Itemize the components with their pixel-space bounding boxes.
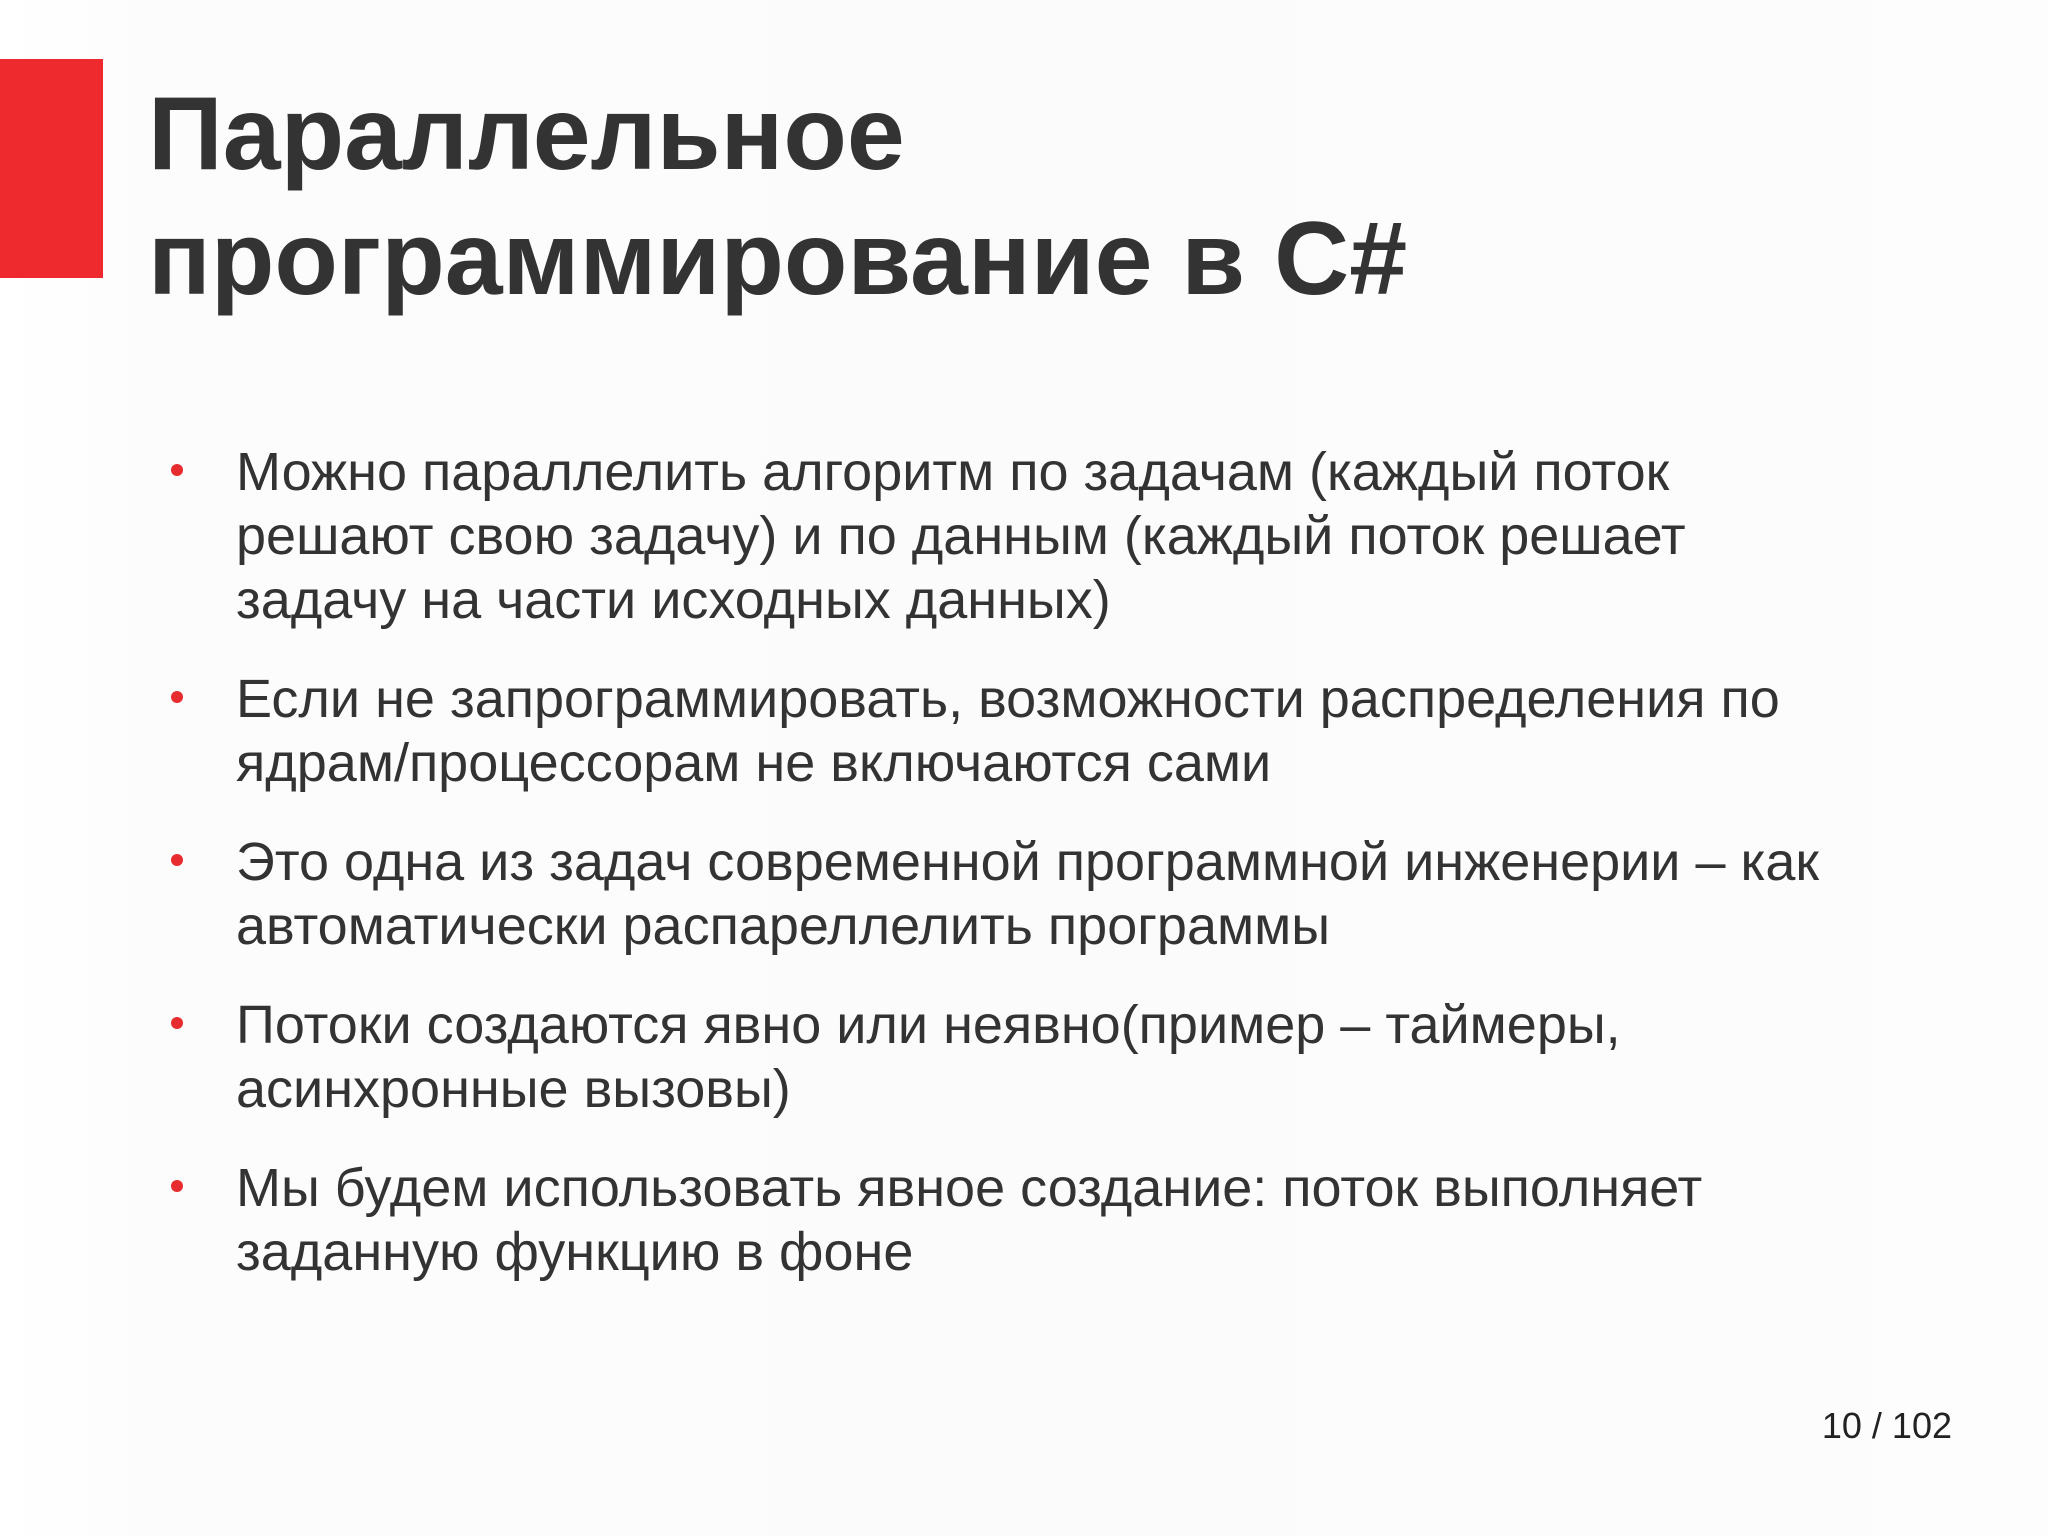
- bullet-text: [236, 830, 1960, 958]
- bullet-text-line: Потоки создаются явно или неявно(пример – таймеры,: [236, 995, 1621, 1055]
- bullet-text-line: заданную функцию в фоне: [236, 1222, 914, 1282]
- slide-title-line-2: программирование в C#: [148, 201, 1408, 317]
- bullet-text-line: задачу на части исходных данных): [236, 570, 1111, 630]
- bullet-list: [160, 440, 1960, 1319]
- bullet-item: [160, 993, 1960, 1121]
- bullet-text-line: Можно параллелить алгоритм по задачам (каждый поток: [236, 442, 1670, 502]
- bullet-text-line: Это одна из задач современной программной инженерии – как: [236, 832, 1819, 892]
- bullet-text-line: ядрам/процессорам не включаются сами: [236, 733, 1272, 793]
- accent-bar: [0, 59, 103, 278]
- slide-title: [148, 72, 1948, 322]
- bullet-item: [160, 1156, 1960, 1284]
- bullet-text: [236, 993, 1960, 1121]
- bullet-text: [236, 667, 1960, 795]
- bullet-dot-icon: [171, 1180, 183, 1192]
- bullet-text-line: решают свою задачу) и по данным (каждый поток решает: [236, 506, 1686, 566]
- bullet-text-line: асинхронные вызовы): [236, 1059, 791, 1119]
- page-number: 10 / 102: [1821, 1405, 1952, 1446]
- bullet-dot-icon: [171, 464, 183, 476]
- bullet-item: [160, 830, 1960, 958]
- bullet-dot-icon: [171, 691, 183, 703]
- bullet-dot-icon: [171, 854, 183, 866]
- bullet-text: [236, 1156, 1960, 1284]
- bullet-text-line: автоматически распареллелить программы: [236, 896, 1331, 956]
- bullet-item: [160, 667, 1960, 795]
- slide-title-line-1: Параллельное: [148, 76, 905, 192]
- bullet-text: [236, 440, 1960, 632]
- bullet-text-line: Мы будем использовать явное создание: поток выполняет: [236, 1158, 1703, 1218]
- bullet-dot-icon: [171, 1017, 183, 1029]
- bullet-item: [160, 440, 1960, 632]
- bullet-text-line: Если не запрограммировать, возможности распределения по: [236, 669, 1780, 729]
